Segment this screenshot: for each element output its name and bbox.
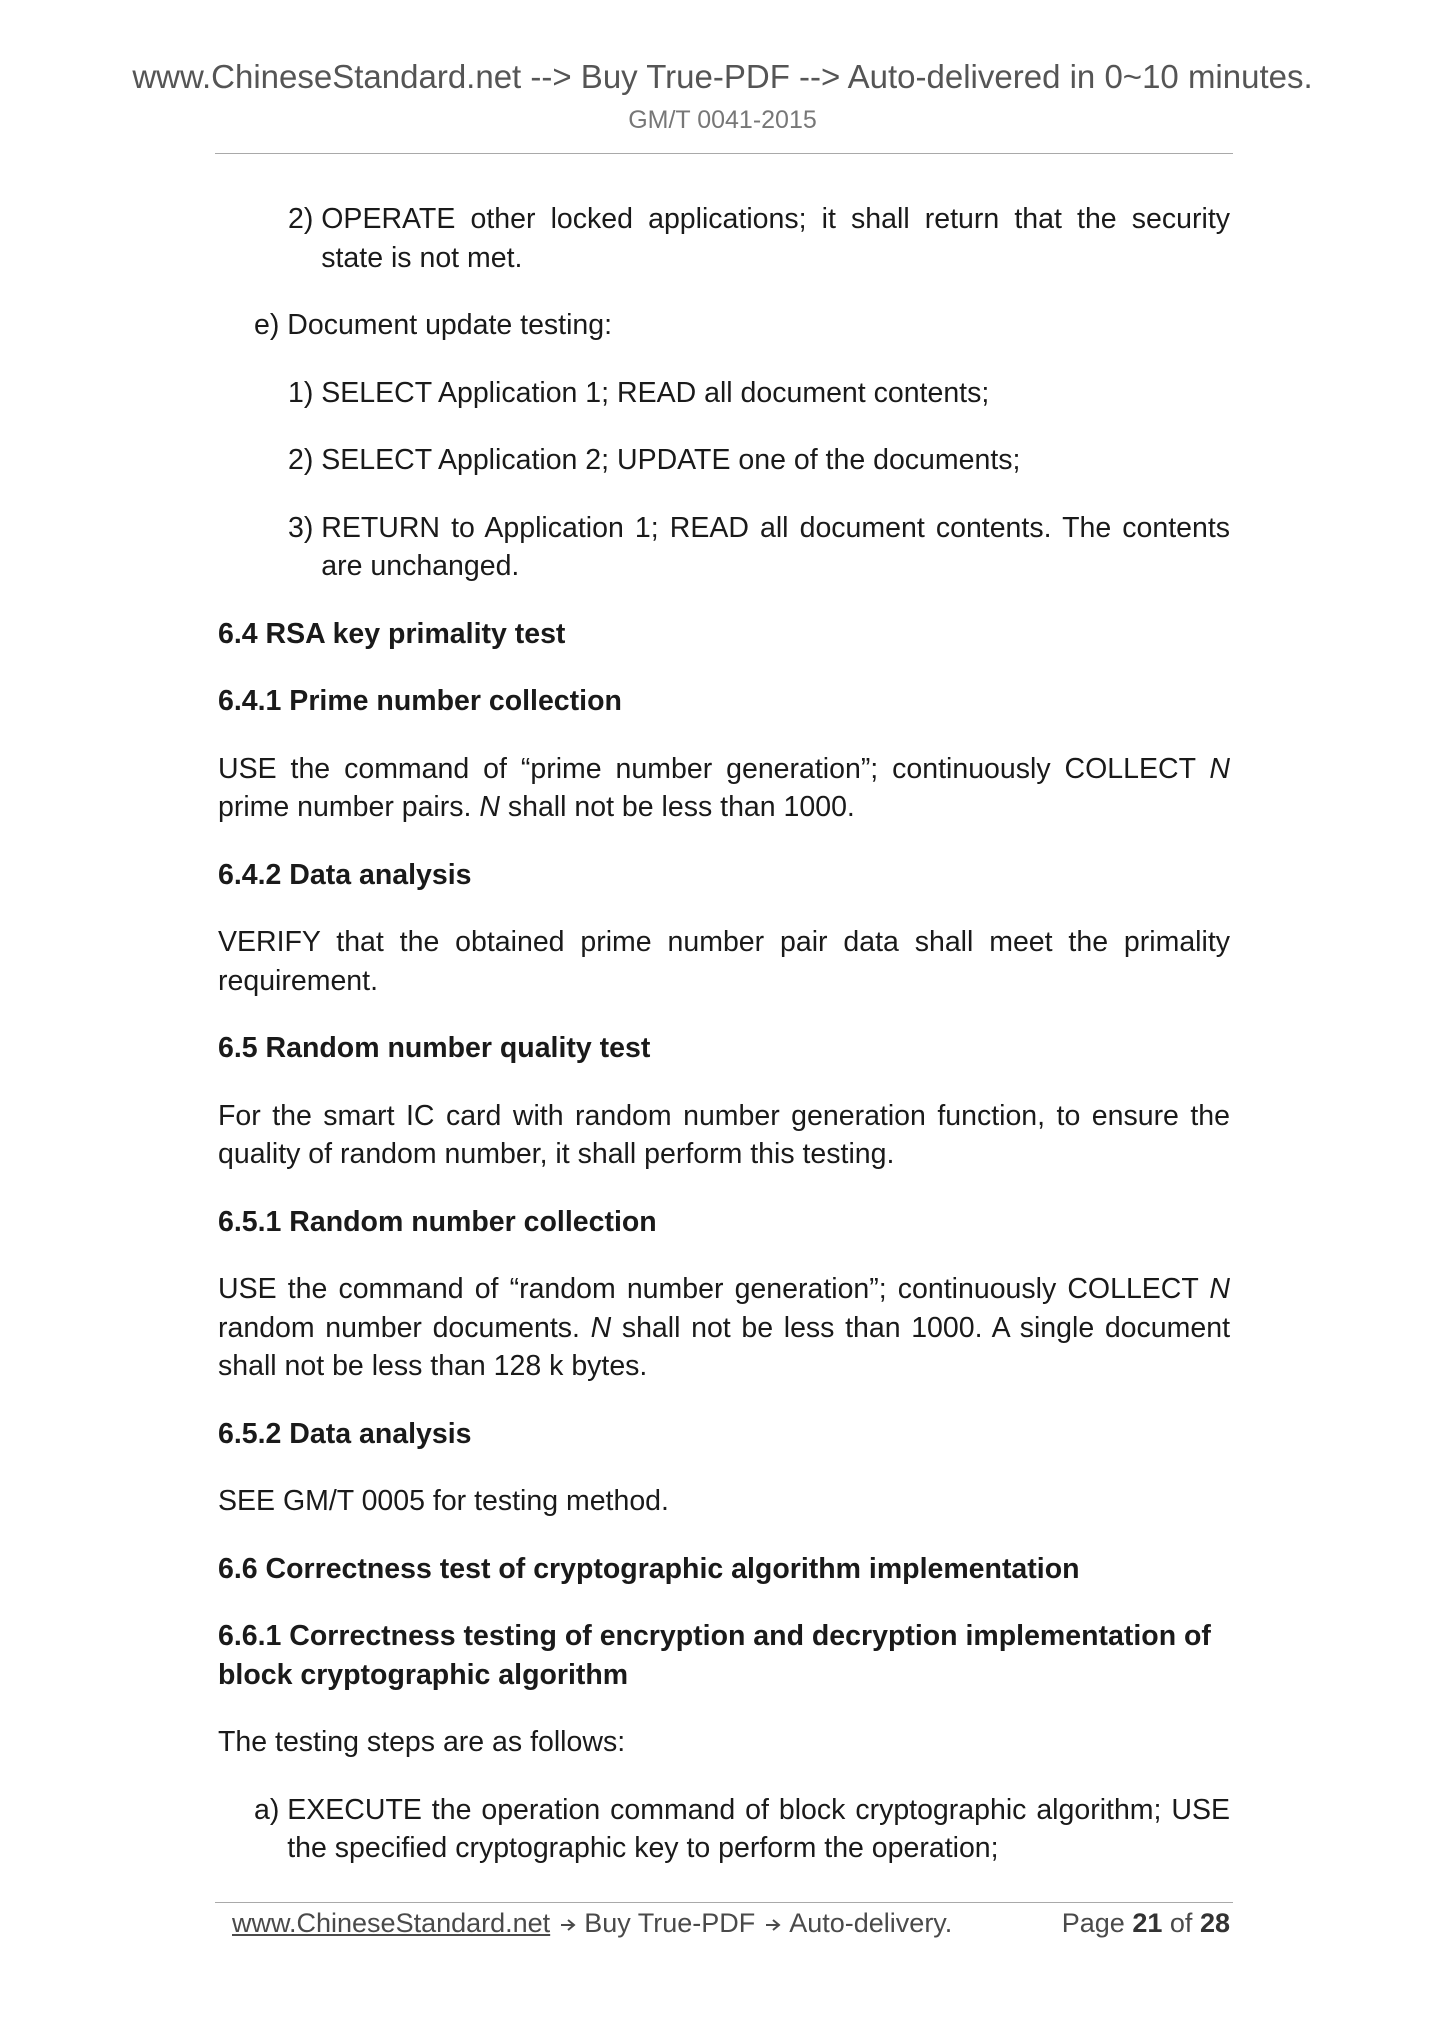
list-item-text: OPERATE other locked applications; it shall return that the security state is not met. (321, 203, 1230, 274)
list-item-text: EXECUTE the operation command of block cryptographic algorithm; USE the specified cryptographic key to perform the operation; (287, 1793, 1230, 1864)
document-body (218, 200, 1230, 1897)
list-marker: 1) (288, 376, 314, 409)
list-item (218, 509, 1230, 586)
variable-n: N (1209, 752, 1230, 785)
list-item (218, 374, 1230, 413)
list-marker: e) (254, 309, 280, 341)
section-heading: 6.5.2 Data analysis (218, 1417, 472, 1450)
footer-divider (215, 1902, 1233, 1903)
footer-website-link[interactable]: www.ChineseStandard.net (232, 1908, 551, 1938)
paragraph (218, 750, 1230, 827)
list-item-text: SELECT Application 2; UPDATE one of the documents; (321, 444, 1021, 476)
footer-buy-text: Buy True-PDF (584, 1908, 756, 1938)
header-promo: www.ChineseStandard.net --> Buy True-PDF --> Auto-delivered in 0~10 minutes. (132, 58, 1313, 95)
text-run: prime number pairs. (218, 791, 480, 823)
list-marker: a) (254, 1793, 280, 1826)
list-item-text: SELECT Application 1; READ all document contents; (321, 376, 990, 409)
list-marker: 2) (288, 203, 314, 235)
of-label: of (1169, 1908, 1193, 1938)
right-arrow-icon (560, 1918, 576, 1932)
list-item-text: RETURN to Application 1; READ all document contents. The contents are unchanged. (321, 511, 1230, 582)
paragraph: The testing steps are as follows: (218, 1726, 626, 1758)
paragraph: VERIFY that the obtained prime number pair data shall meet the primality requirement. (218, 926, 1230, 997)
right-arrow-icon (765, 1918, 781, 1932)
text-run: USE the command of “random number generation”; continuously COLLECT (218, 1273, 1210, 1305)
page-current: 21 (1132, 1908, 1163, 1938)
footer-left (232, 1908, 952, 1939)
text-run: random number documents. (218, 1311, 591, 1344)
page-footer (232, 1908, 1230, 1948)
paragraph: SEE GM/T 0005 for testing method. (218, 1485, 669, 1517)
list-item (218, 306, 1230, 345)
variable-n: N (479, 791, 500, 823)
section-heading: 6.6 Correctness test of cryptographic algorithm implementation (218, 1552, 1080, 1585)
variable-n: N (1209, 1273, 1230, 1305)
footer-delivery-text: Auto-delivery. (789, 1908, 953, 1938)
page-number (1062, 1908, 1230, 1939)
list-marker: 2) (288, 444, 314, 476)
document-id: GM/T 0041-2015 (628, 106, 817, 134)
section-heading: 6.5.1 Random number collection (218, 1205, 657, 1238)
section-heading: 6.4.1 Prime number collection (218, 685, 622, 717)
variable-n: N (590, 1311, 612, 1344)
section-heading: 6.4 RSA key primality test (218, 617, 566, 650)
page-label: Page (1061, 1908, 1125, 1938)
section-heading: 6.5 Random number quality test (218, 1032, 651, 1064)
list-item (218, 441, 1230, 480)
paragraph (218, 1270, 1230, 1386)
section-heading: 6.6.1 Correctness testing of encryption and decryption implementation of block cryptographic algorithm (218, 1620, 1211, 1691)
list-item-text: Document update testing: (287, 309, 613, 341)
text-run: shall not be less than 1000. (499, 791, 855, 823)
text-run: USE the command of “prime number generation”; continuously COLLECT (218, 752, 1210, 785)
section-heading: 6.4.2 Data analysis (218, 858, 472, 891)
paragraph: For the smart IC card with random number generation function, to ensure the quality of random number, it shall perform this testing. (218, 1099, 1230, 1170)
header-divider (215, 153, 1233, 154)
list-marker: 3) (288, 511, 314, 544)
page-total: 28 (1199, 1908, 1230, 1938)
list-item (218, 1791, 1230, 1868)
text-run: shall not be less than 1000. A single document shall not be less than 128 k bytes. (218, 1311, 1230, 1382)
list-item (218, 200, 1230, 277)
